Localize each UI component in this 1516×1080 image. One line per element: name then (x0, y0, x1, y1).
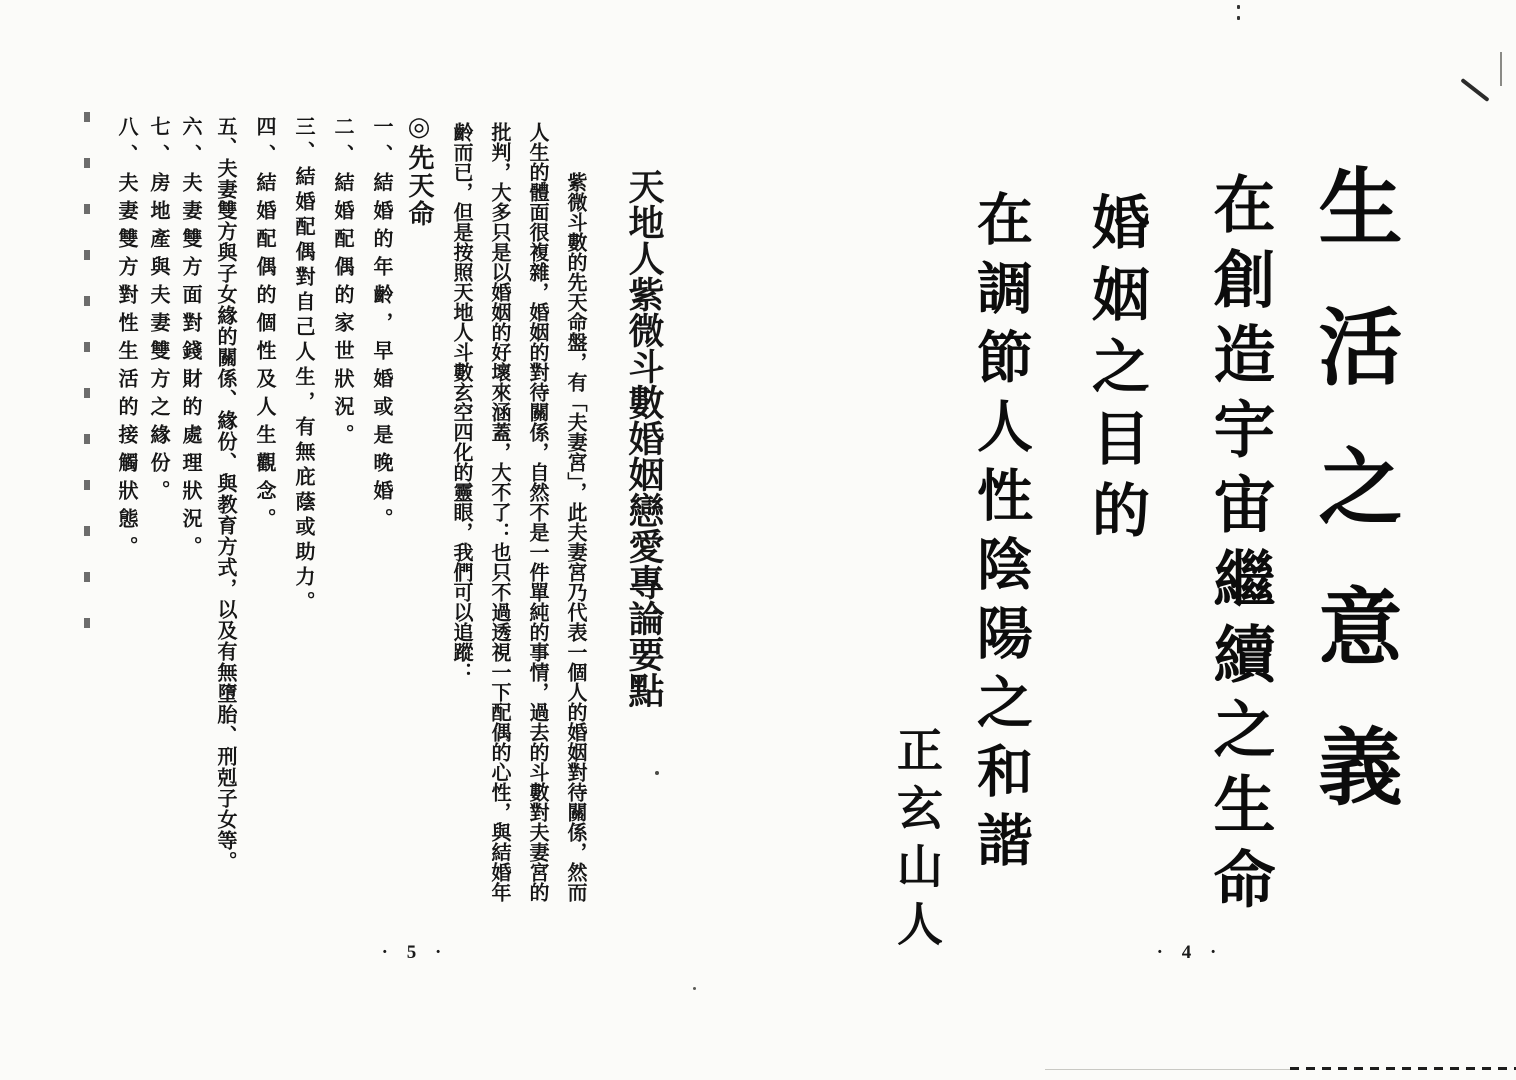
calligraphy-column-life-meaning: 生活之意義 (1306, 163, 1399, 863)
calligraphy-column-yinyang-harmony: 在調節人性陰陽之和諧 (969, 190, 1031, 880)
scan-artifact-speck (1237, 5, 1240, 9)
list-item-4: 四、結婚配偶的個性及人生觀念。 (253, 116, 275, 536)
paragraph-column: 批判，大多只是以婚姻的好壞來涵蓋，大不了：也只不過透視一下配偶的心性，與結婚年 (488, 122, 510, 902)
list-item-6: 六、夫妻雙方面對錢財的處理狀況。 (179, 116, 201, 564)
list-item-3: 三、結婚配偶對自己人生，有無庇蔭或助力。 (292, 116, 314, 616)
scan-artifact-left-edge-text-fragments (84, 112, 90, 664)
list-item-2: 二、結婚配偶的家世狀況。 (331, 116, 353, 452)
scan-artifact-bottom-faint-line (1045, 1069, 1290, 1070)
section-header-innate-destiny: ◎先天命 (405, 112, 434, 228)
chapter-title: 天地人紫微斗數婚姻戀愛專論要點 (624, 168, 664, 708)
scan-artifact-diagonal-stroke (1460, 78, 1489, 102)
list-item-1: 一、結婚的年齡，早婚或是晚婚。 (370, 116, 392, 536)
calligraphy-column-marriage-purpose: 婚姻之目的 (1083, 192, 1148, 552)
page-number-right: · 4 · (1156, 942, 1224, 963)
list-item-5: 五、夫妻雙方與子女緣的關係、緣份、與教育方式，以及有無墮胎、刑剋子女等。 (214, 116, 236, 872)
scan-artifact-speck (693, 987, 696, 990)
list-item-8: 八、夫妻雙方對性生活的接觸狀態。 (115, 116, 137, 564)
list-item-7: 七、房地產與夫妻雙方之緣份。 (147, 116, 169, 508)
author-signature: 正玄山人 (891, 726, 942, 958)
paragraph-column: 齡而已，但是按照天地人斗數玄空四化的靈眼，我們可以追蹤： (450, 122, 472, 682)
scan-artifact-speck (655, 771, 659, 775)
scan-artifact-bottom-dashed-line (1290, 1067, 1516, 1070)
paragraph-column: 紫微斗數的先天命盤，有「夫妻宮」，此夫妻宮乃代表一個人的婚姻對待關係，然而 (564, 172, 586, 902)
calligraphy-column-create-universe: 在創造宇宙繼續之生命 (1204, 172, 1272, 922)
scan-artifact-right-edge-line (1500, 52, 1502, 86)
paragraph-column: 人生的體面很複雜，婚姻的對待關係，自然不是一件單純的事情，過去的斗數對夫妻宮的 (526, 122, 548, 902)
page-number-left: · 5 · (381, 942, 449, 963)
